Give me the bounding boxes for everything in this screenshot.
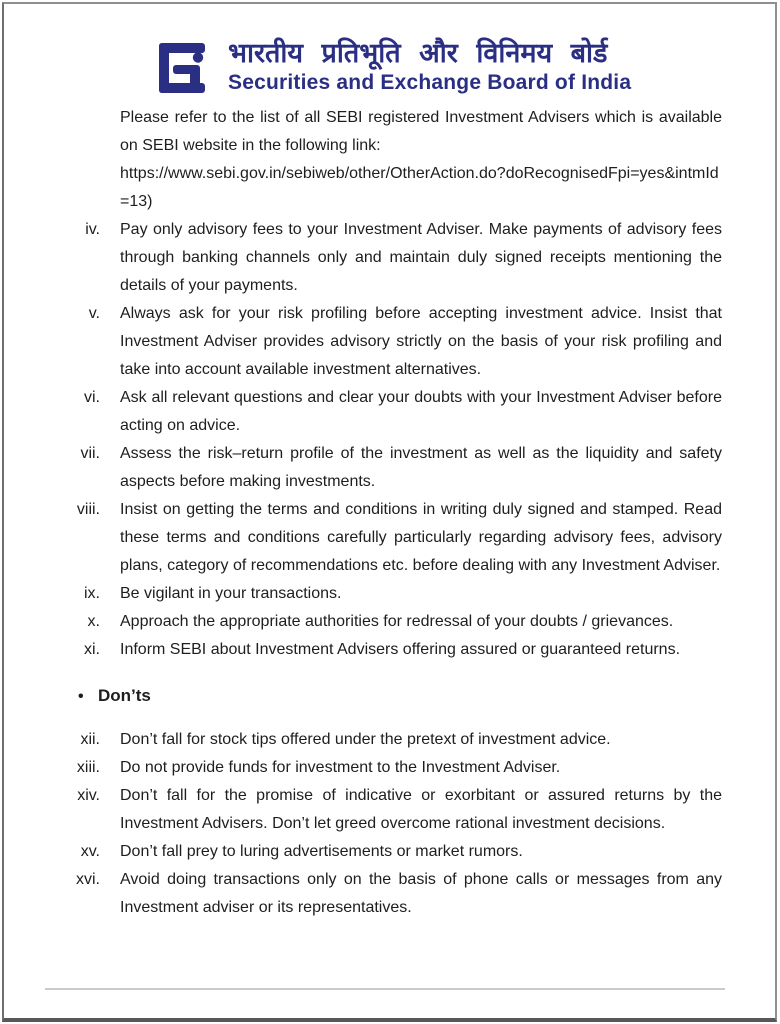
item-number: ix. — [84, 585, 100, 602]
item-text: Ask all relevant questions and clear your doubts with your Investment Adviser before acting on advice. — [120, 389, 722, 434]
org-name-english: Securities and Exchange Board of India — [228, 71, 632, 94]
list-item — [0, 782, 722, 838]
item-number: xi. — [84, 641, 100, 658]
item-text: Be vigilant in your transactions. — [120, 585, 342, 602]
list-item — [0, 726, 722, 754]
item-text: Don’t fall for stock tips offered under the pretext of investment advice. — [120, 731, 611, 748]
list-item — [0, 838, 722, 866]
item-number: xvi. — [76, 871, 100, 888]
item-text: Avoid doing transactions only on the basis of phone calls or messages from any Investment adviser or its representatives. — [120, 871, 722, 916]
list-item — [0, 216, 722, 300]
item-number: viii. — [76, 501, 100, 518]
list-item — [0, 384, 722, 440]
list-item — [0, 496, 722, 580]
item-text: Don’t fall for the promise of indicative or exorbitant or assured returns by the Investment Advisers. Don’t let greed overcome rational investment decisions. — [120, 787, 722, 832]
item-text: Pay only advisory fees to your Investment Adviser. Make payments of advisory fees through banking channels only and maintain duly signed receipts mentioning the details of your payments. — [120, 221, 722, 294]
item-text: Assess the risk–return profile of the investment as well as the liquidity and safety aspects before making investments. — [120, 445, 722, 490]
list-item — [0, 300, 722, 384]
org-names — [228, 38, 631, 96]
item-number: v. — [88, 305, 100, 322]
document-header — [155, 38, 631, 100]
footer-divider — [45, 988, 725, 990]
sebi-emblem-icon — [155, 38, 211, 100]
dos-list — [0, 216, 722, 664]
item-text: Do not provide funds for investment to the Investment Adviser. — [120, 759, 561, 776]
intro-paragraph — [120, 104, 722, 216]
item-number: iv. — [85, 221, 100, 238]
document-body — [0, 104, 722, 922]
intro-link-text: https://www.sebi.gov.in/sebiweb/other/OtherAction.do?doRecognisedFpi=yes&intmId=13) — [120, 165, 719, 210]
intro-text: Please refer to the list of all SEBI registered Investment Advisers which is available on SEBI website in the following link: — [120, 109, 722, 154]
item-text: Inform SEBI about Investment Advisers offering assured or guaranteed returns. — [120, 641, 681, 658]
item-text: Don’t fall prey to luring advertisements or market rumors. — [120, 843, 523, 860]
list-item — [0, 636, 722, 664]
donts-label: Don’ts — [98, 686, 151, 705]
item-number: vii. — [80, 445, 100, 462]
list-item — [0, 580, 722, 608]
item-text: Always ask for your risk profiling before accepting investment advice. Insist that Investment Adviser provides advisory strictly on the basis of your risk profiling and take into account available investment alternatives. — [120, 305, 722, 378]
item-number: xiv. — [77, 787, 100, 804]
list-item — [0, 754, 722, 782]
donts-list — [0, 726, 722, 922]
list-item — [0, 608, 722, 636]
list-item — [0, 440, 722, 496]
item-number: vi. — [84, 389, 100, 406]
donts-section-header — [78, 682, 722, 711]
item-number: xiii. — [76, 759, 100, 776]
item-text: Approach the appropriate authorities for redressal of your doubts / grievances. — [120, 613, 674, 630]
list-item — [0, 866, 722, 922]
bullet-icon: • — [78, 688, 84, 705]
item-text: Insist on getting the terms and conditions in writing duly signed and stamped. Read these terms and conditions carefully particularly regarding advisory fees, advisory plans, category of recommendations etc. before dealing with any Investment Adviser. — [120, 501, 722, 574]
org-name-hindi: भारतीय प्रतिभूति और विनिमय बोर्ड — [228, 38, 608, 68]
item-number: xii. — [80, 731, 100, 748]
item-number: xv. — [80, 843, 100, 860]
item-number: x. — [87, 613, 100, 630]
